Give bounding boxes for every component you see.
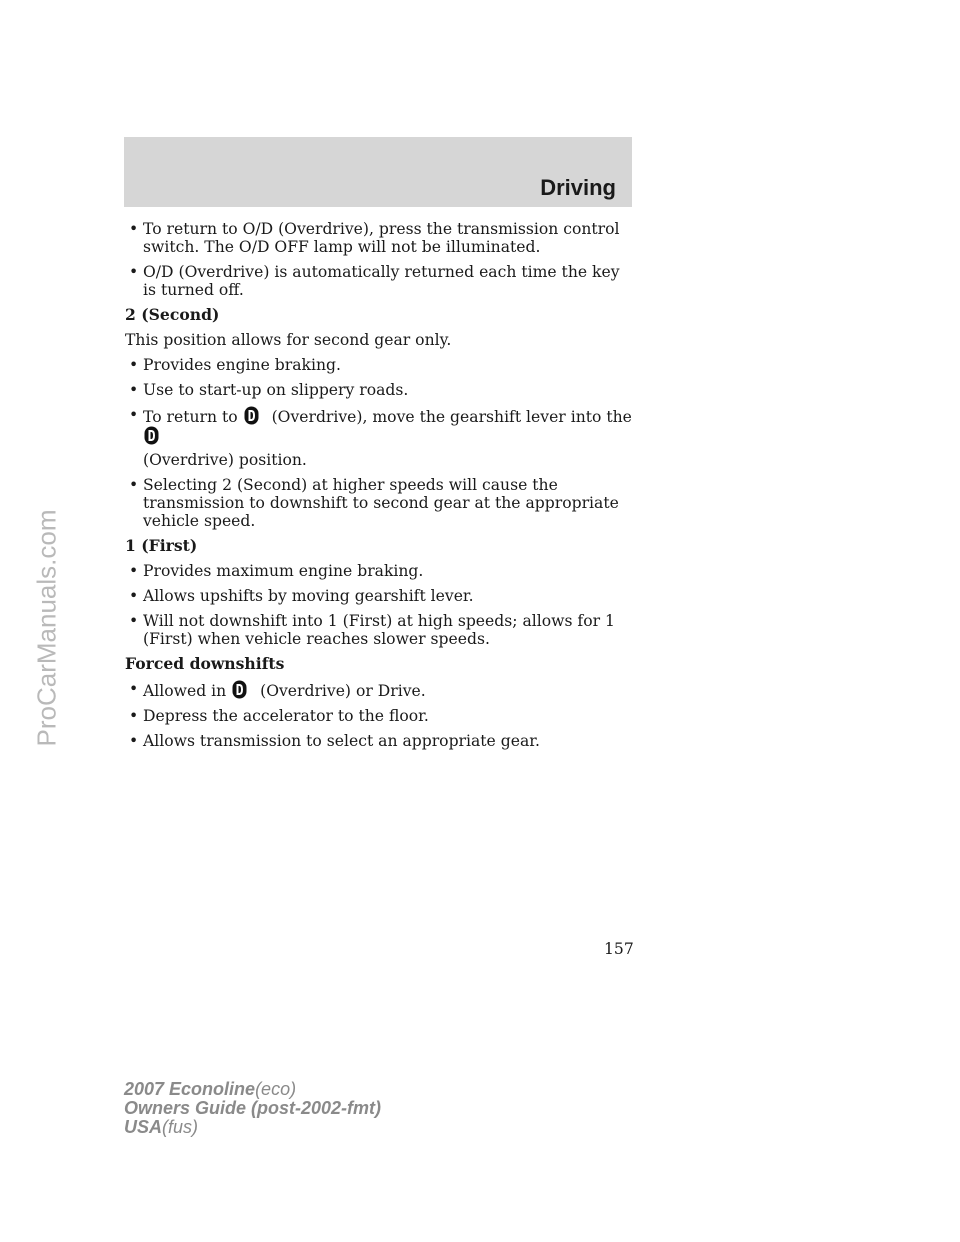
watermark: ProCarManuals.com [31, 509, 62, 747]
item-text: To return to [143, 408, 238, 426]
bullet: • [129, 220, 139, 238]
list-item [125, 732, 635, 750]
footer-line-2 [124, 1099, 381, 1118]
item-text: O/D (Overdrive) is automatically returned each time the key is turned off. [143, 263, 620, 299]
footer [124, 1080, 381, 1137]
item-text: Allows upshifts by moving gearshift lever. [143, 587, 474, 605]
bullet: • [129, 680, 139, 698]
heading-forced-downshifts: Forced downshifts [125, 654, 285, 673]
list-item [125, 562, 635, 580]
footer-market-code: (fus) [162, 1117, 199, 1137]
list-item [125, 356, 635, 374]
bullet: • [129, 356, 139, 374]
item-text: Allowed in [143, 682, 227, 700]
footer-model: 2007 Econoline [124, 1079, 256, 1099]
list-item [125, 381, 635, 399]
list-item [125, 680, 635, 700]
bullet: • [129, 263, 139, 281]
overdrive-d-icon [232, 680, 247, 699]
bullet: • [129, 381, 139, 399]
item-text: Provides engine braking. [143, 356, 341, 374]
footer-model-code: (eco) [255, 1079, 297, 1099]
bullet: • [129, 562, 139, 580]
overdrive-d-icon [244, 406, 259, 425]
item-text: Allows transmission to select an appropriate gear. [143, 732, 540, 750]
list-item [125, 406, 635, 469]
paragraph: This position allows for second gear only. [125, 331, 452, 349]
list-item [125, 263, 635, 299]
list-item [125, 476, 635, 530]
bullet: • [129, 732, 139, 750]
bullet: • [129, 476, 139, 494]
bullet: • [129, 406, 139, 424]
item-text: (Overdrive) or Drive. [260, 682, 426, 700]
footer-guide: Owners Guide (post-2002-fmt) [124, 1098, 382, 1118]
bullet: • [129, 587, 139, 605]
list-item [125, 587, 635, 605]
footer-market: USA [124, 1117, 163, 1137]
footer-line-3 [124, 1118, 381, 1137]
overdrive-d-icon [144, 426, 159, 445]
item-text: To return to O/D (Overdrive), press the transmission control switch. The O/D OFF lamp will not be illuminated. [143, 220, 620, 256]
page-number: 157 [604, 940, 634, 958]
item-text: Will not downshift into 1 (First) at high speeds; allows for 1 (First) when vehicle reaches slower speeds. [143, 612, 615, 648]
bullet: • [129, 707, 139, 725]
item-text: Depress the accelerator to the floor. [143, 707, 429, 725]
section-header-band [124, 137, 632, 207]
item-text: Selecting 2 (Second) at higher speeds will cause the transmission to downshift to second gear at the appropriate vehicle speed. [143, 476, 619, 530]
item-text: (Overdrive), move the gearshift lever into the [271, 408, 632, 426]
item-text: Provides maximum engine braking. [143, 562, 424, 580]
footer-line-1 [124, 1080, 381, 1099]
item-text: Use to start-up on slippery roads. [143, 381, 409, 399]
section-title: Driving [540, 175, 616, 200]
heading-first: 1 (First) [125, 536, 198, 555]
bullet: • [129, 612, 139, 630]
list-item [125, 612, 635, 648]
item-text-continued: (Overdrive) position. [143, 451, 307, 469]
page-content [125, 220, 635, 757]
list-item [125, 220, 635, 256]
list-item [125, 707, 635, 725]
heading-second: 2 (Second) [125, 305, 220, 324]
